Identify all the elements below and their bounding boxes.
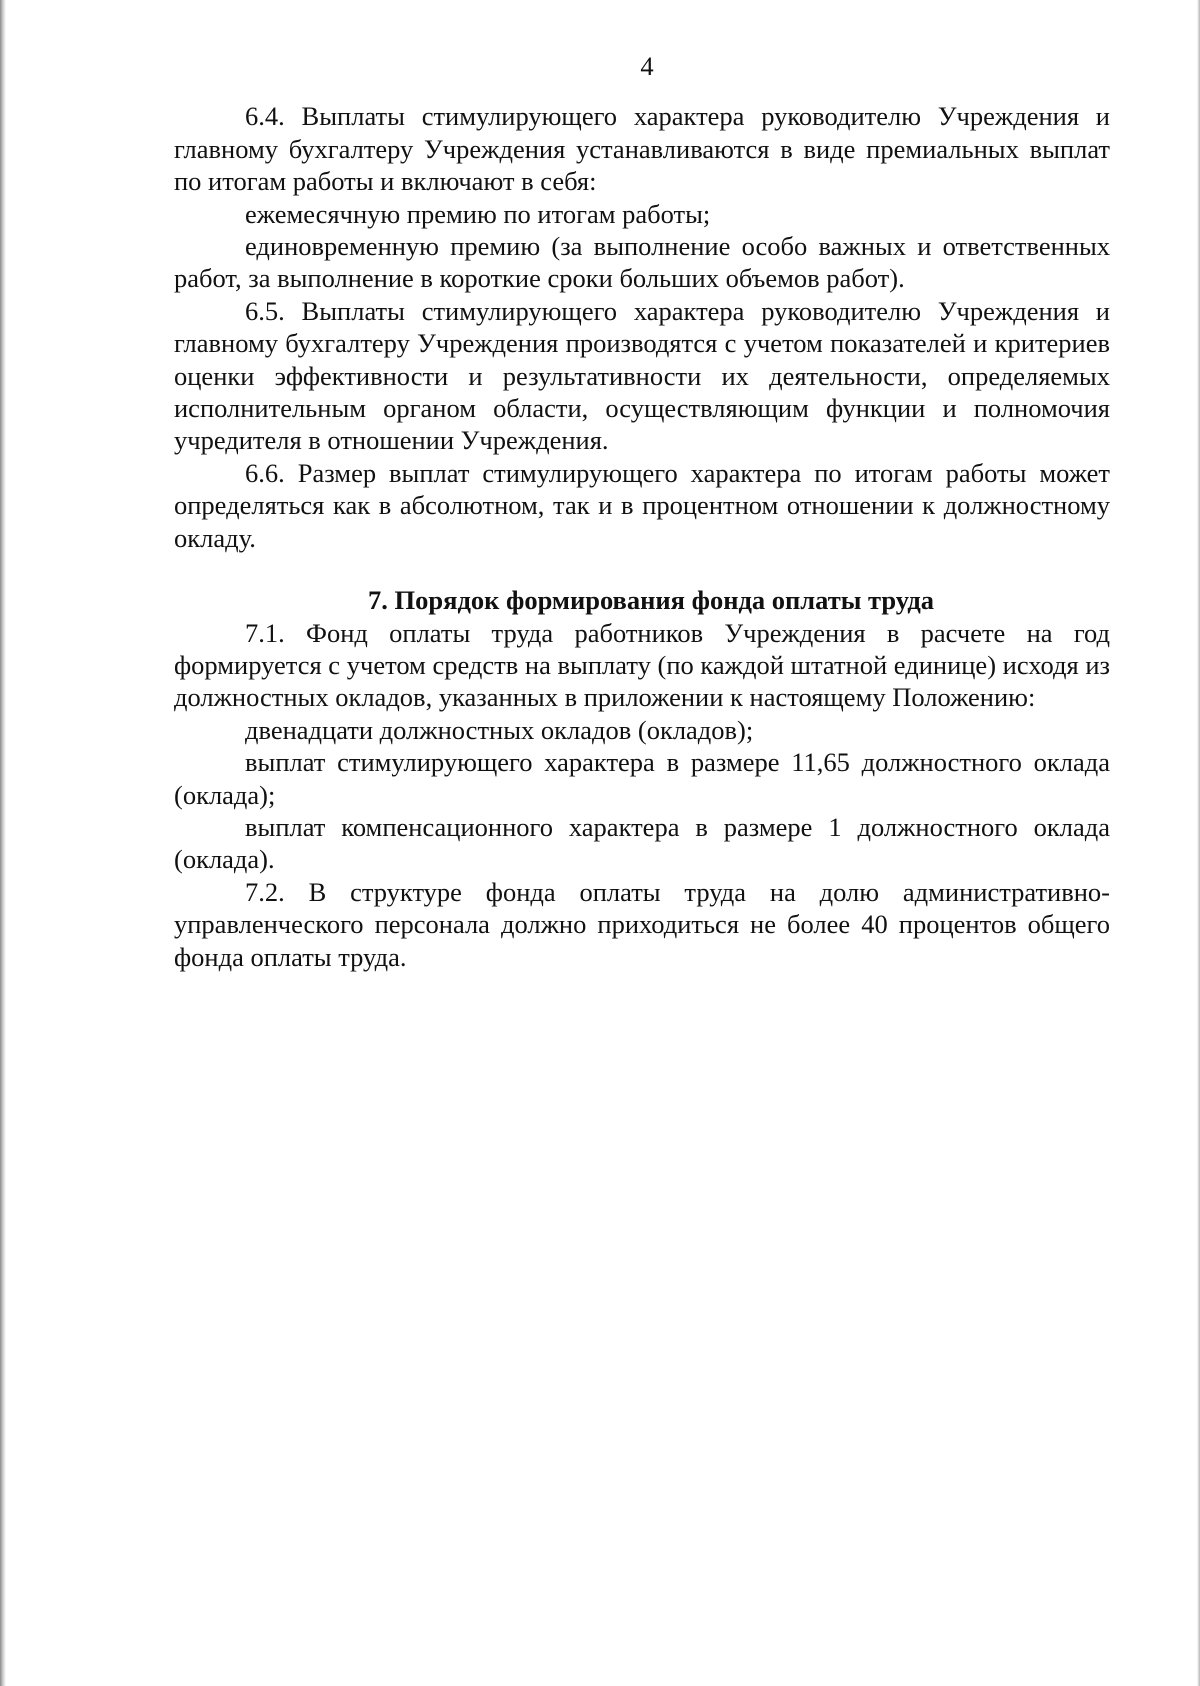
paragraph-7-1: 7.1. Фонд оплаты труда работников Учреждения в расчете на год формируется с учетом средств на выплату (по каждой штатной единице) исходя из должностных окладов, указанных в приложении к настоящему Положению: [174,617,1110,713]
paragraph-compensation-payments: выплат компенсационного характера в размере 1 должностного оклада (оклада). [174,811,1110,875]
page-number: 4 [640,51,654,81]
paragraph-6-4: 6.4. Выплаты стимулирующего характера руководителю Учреждения и главному бухгалтеру Учреждения устанавливаются в виде премиальных выплат по итогам работы и включают в себя: [174,101,1110,197]
paragraph-7-2: 7.2. В структуре фонда оплаты труда на долю административно-управленческого персонала должно приходиться не более 40 процентов общего фонда оплаты труда. [174,876,1110,972]
paragraph-6-6: 6.6. Размер выплат стимулирующего характера по итогам работы может определяться как в абсолютном, так и в процентном отношении к должностному окладу. [174,457,1110,553]
section-7-heading: 7. Порядок формирования фонда оплаты труда [368,585,934,616]
paragraph-twelve-salaries: двенадцати должностных окладов (окладов); [245,714,754,745]
paragraph-one-time-bonus: единовременную премию (за выполнение особо важных и ответственных работ, за выполнение в короткие сроки больших объемов работ). [174,231,1110,294]
paragraph-monthly-bonus: ежемесячную премию по итогам работы; [245,198,711,229]
paragraph-incentive-payments: выплат стимулирующего характера в размере 11,65 должностного оклада (оклада); [174,747,1110,810]
paragraph-6-5: 6.5. Выплаты стимулирующего характера руководителю Учреждения и главному бухгалтеру Учреждения производятся с учетом показателей и критериев оценки эффективности и результативности их деятельности, определяемых исполнительным органом области, осуществляющим функции и полномочия учредителя в отношении Учреждения. [174,295,1110,456]
scan-edge-left [0,0,6,1686]
document-page [174,50,1110,973]
